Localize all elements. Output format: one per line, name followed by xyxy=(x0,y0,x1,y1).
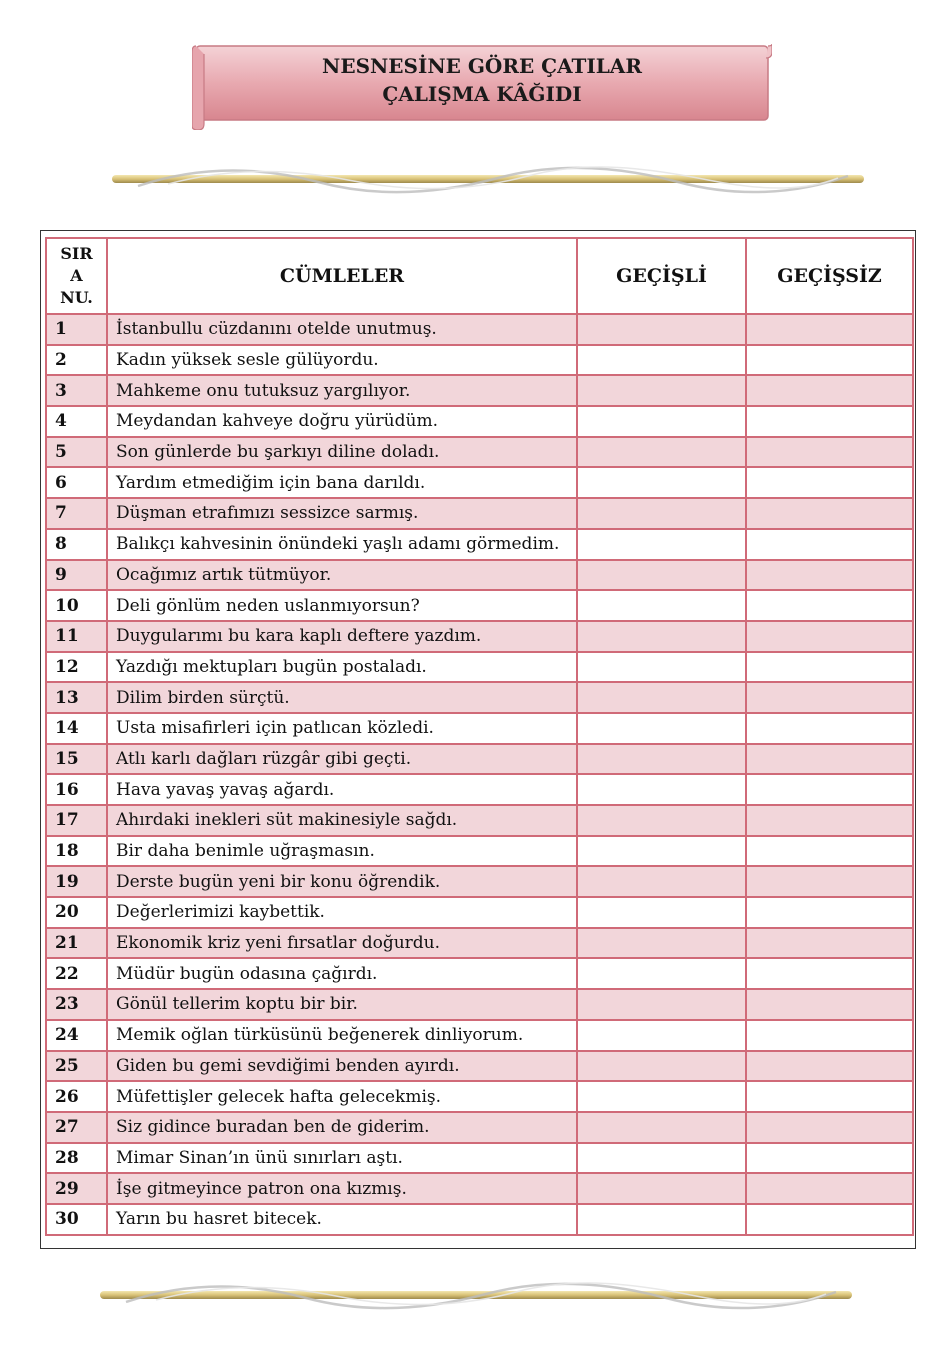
row-sentence: Derste bugün yeni bir konu öğrendik. xyxy=(107,866,577,897)
intransitive-answer-cell[interactable] xyxy=(746,836,913,867)
row-number: 11 xyxy=(46,621,107,652)
row-number: 1 xyxy=(46,314,107,345)
table-row xyxy=(46,866,913,897)
intransitive-answer-cell[interactable] xyxy=(746,1112,913,1143)
row-sentence: Yarın bu hasret bitecek. xyxy=(107,1204,577,1235)
transitive-answer-cell[interactable] xyxy=(577,897,746,928)
transitive-answer-cell[interactable] xyxy=(577,652,746,683)
row-sentence: Yardım etmediğim için bana darıldı. xyxy=(107,467,577,498)
column-header-intransitive: GEÇİŞSİZ xyxy=(746,238,913,314)
transitive-answer-cell[interactable] xyxy=(577,836,746,867)
intransitive-answer-cell[interactable] xyxy=(746,314,913,345)
worksheet-table-frame xyxy=(40,230,916,1249)
table-row xyxy=(46,774,913,805)
row-number: 7 xyxy=(46,498,107,529)
table-row xyxy=(46,1143,913,1174)
row-number: 19 xyxy=(46,866,107,897)
transitive-answer-cell[interactable] xyxy=(577,744,746,775)
row-number: 5 xyxy=(46,437,107,468)
intransitive-answer-cell[interactable] xyxy=(746,621,913,652)
transitive-answer-cell[interactable] xyxy=(577,406,746,437)
row-number: 8 xyxy=(46,529,107,560)
row-sentence: Değerlerimizi kaybettik. xyxy=(107,897,577,928)
intransitive-answer-cell[interactable] xyxy=(746,713,913,744)
transitive-answer-cell[interactable] xyxy=(577,1204,746,1235)
table-row xyxy=(46,744,913,775)
table-row xyxy=(46,897,913,928)
intransitive-answer-cell[interactable] xyxy=(746,805,913,836)
intransitive-answer-cell[interactable] xyxy=(746,1051,913,1082)
table-row xyxy=(46,498,913,529)
intransitive-answer-cell[interactable] xyxy=(746,866,913,897)
transitive-answer-cell[interactable] xyxy=(577,928,746,959)
row-number: 3 xyxy=(46,375,107,406)
row-sentence: Meydandan kahveye doğru yürüdüm. xyxy=(107,406,577,437)
row-sentence: Giden bu gemi sevdiğimi benden ayırdı. xyxy=(107,1051,577,1082)
transitive-answer-cell[interactable] xyxy=(577,560,746,591)
row-number: 20 xyxy=(46,897,107,928)
row-number: 27 xyxy=(46,1112,107,1143)
row-sentence: Siz gidince buradan ben de giderim. xyxy=(107,1112,577,1143)
table-row xyxy=(46,406,913,437)
transitive-answer-cell[interactable] xyxy=(577,621,746,652)
row-number: 10 xyxy=(46,590,107,621)
row-number: 15 xyxy=(46,744,107,775)
transitive-answer-cell[interactable] xyxy=(577,866,746,897)
title-banner xyxy=(192,42,772,120)
table-row xyxy=(46,621,913,652)
title-line-1: NESNESİNE GÖRE ÇATILAR xyxy=(322,54,642,78)
transitive-answer-cell[interactable] xyxy=(577,1173,746,1204)
header-number-line-3: NU. xyxy=(60,288,93,307)
intransitive-answer-cell[interactable] xyxy=(746,345,913,376)
intransitive-answer-cell[interactable] xyxy=(746,744,913,775)
row-sentence: İşe gitmeyince patron ona kızmış. xyxy=(107,1173,577,1204)
intransitive-answer-cell[interactable] xyxy=(746,560,913,591)
row-sentence: Kadın yüksek sesle gülüyordu. xyxy=(107,345,577,376)
table-row xyxy=(46,958,913,989)
table-row xyxy=(46,1173,913,1204)
transitive-answer-cell[interactable] xyxy=(577,1081,746,1112)
row-sentence: Memik oğlan türküsünü beğenerek dinliyorum. xyxy=(107,1020,577,1051)
row-sentence: Hava yavaş yavaş ağardı. xyxy=(107,774,577,805)
transitive-answer-cell[interactable] xyxy=(577,314,746,345)
column-header-transitive: GEÇİŞLİ xyxy=(577,238,746,314)
bottom-rope-divider xyxy=(96,1280,856,1310)
header-number-line-2: A xyxy=(70,266,83,285)
intransitive-answer-cell[interactable] xyxy=(746,529,913,560)
intransitive-answer-cell[interactable] xyxy=(746,1173,913,1204)
intransitive-answer-cell[interactable] xyxy=(746,682,913,713)
table-row xyxy=(46,928,913,959)
row-number: 12 xyxy=(46,652,107,683)
transitive-answer-cell[interactable] xyxy=(577,345,746,376)
intransitive-answer-cell[interactable] xyxy=(746,1204,913,1235)
row-number: 29 xyxy=(46,1173,107,1204)
row-number: 6 xyxy=(46,467,107,498)
row-sentence: Usta misafirleri için patlıcan közledi. xyxy=(107,713,577,744)
row-number: 4 xyxy=(46,406,107,437)
transitive-answer-cell[interactable] xyxy=(577,1143,746,1174)
intransitive-answer-cell[interactable] xyxy=(746,498,913,529)
row-sentence: Mimar Sinan’ın ünü sınırları aştı. xyxy=(107,1143,577,1174)
table-row xyxy=(46,989,913,1020)
table-row xyxy=(46,314,913,345)
transitive-answer-cell[interactable] xyxy=(577,375,746,406)
table-row xyxy=(46,713,913,744)
transitive-answer-cell[interactable] xyxy=(577,805,746,836)
table-row xyxy=(46,345,913,376)
intransitive-answer-cell[interactable] xyxy=(746,897,913,928)
table-row xyxy=(46,1020,913,1051)
worksheet-table xyxy=(45,237,914,1236)
transitive-answer-cell[interactable] xyxy=(577,958,746,989)
row-number: 14 xyxy=(46,713,107,744)
table-header-row xyxy=(46,238,913,314)
table-row xyxy=(46,1204,913,1235)
intransitive-answer-cell[interactable] xyxy=(746,1020,913,1051)
row-sentence: Ekonomik kriz yeni fırsatlar doğurdu. xyxy=(107,928,577,959)
row-sentence: İstanbullu cüzdanını otelde unutmuş. xyxy=(107,314,577,345)
top-rope-divider xyxy=(108,164,868,194)
row-sentence: Duygularımı bu kara kaplı deftere yazdım. xyxy=(107,621,577,652)
intransitive-answer-cell[interactable] xyxy=(746,590,913,621)
row-number: 13 xyxy=(46,682,107,713)
row-number: 21 xyxy=(46,928,107,959)
column-header-number xyxy=(46,238,107,314)
title-line-2: ÇALIŞMA KÂĞIDI xyxy=(382,82,582,106)
row-number: 2 xyxy=(46,345,107,376)
intransitive-answer-cell[interactable] xyxy=(746,989,913,1020)
table-row xyxy=(46,375,913,406)
table-row xyxy=(46,437,913,468)
transitive-answer-cell[interactable] xyxy=(577,498,746,529)
table-row xyxy=(46,560,913,591)
transitive-answer-cell[interactable] xyxy=(577,1020,746,1051)
table-row xyxy=(46,1112,913,1143)
transitive-answer-cell[interactable] xyxy=(577,1112,746,1143)
row-sentence: Bir daha benimle uğraşmasın. xyxy=(107,836,577,867)
intransitive-answer-cell[interactable] xyxy=(746,406,913,437)
transitive-answer-cell[interactable] xyxy=(577,713,746,744)
transitive-answer-cell[interactable] xyxy=(577,989,746,1020)
intransitive-answer-cell[interactable] xyxy=(746,437,913,468)
row-number: 30 xyxy=(46,1204,107,1235)
transitive-answer-cell[interactable] xyxy=(577,1051,746,1082)
page-title xyxy=(192,52,772,108)
row-number: 17 xyxy=(46,805,107,836)
intransitive-answer-cell[interactable] xyxy=(746,375,913,406)
transitive-answer-cell[interactable] xyxy=(577,774,746,805)
intransitive-answer-cell[interactable] xyxy=(746,774,913,805)
intransitive-answer-cell[interactable] xyxy=(746,1081,913,1112)
table-row xyxy=(46,1081,913,1112)
row-number: 26 xyxy=(46,1081,107,1112)
transitive-answer-cell[interactable] xyxy=(577,437,746,468)
row-number: 16 xyxy=(46,774,107,805)
intransitive-answer-cell[interactable] xyxy=(746,928,913,959)
intransitive-answer-cell[interactable] xyxy=(746,1143,913,1174)
intransitive-answer-cell[interactable] xyxy=(746,467,913,498)
row-sentence: Düşman etrafımızı sessizce sarmış. xyxy=(107,498,577,529)
transitive-answer-cell[interactable] xyxy=(577,529,746,560)
row-sentence: Deli gönlüm neden uslanmıyorsun? xyxy=(107,590,577,621)
table-row xyxy=(46,836,913,867)
row-number: 28 xyxy=(46,1143,107,1174)
row-sentence: Yazdığı mektupları bugün postaladı. xyxy=(107,652,577,683)
table-row xyxy=(46,1051,913,1082)
row-sentence: Müdür bugün odasına çağırdı. xyxy=(107,958,577,989)
row-number: 23 xyxy=(46,989,107,1020)
table-row xyxy=(46,467,913,498)
table-row xyxy=(46,805,913,836)
row-number: 22 xyxy=(46,958,107,989)
transitive-answer-cell[interactable] xyxy=(577,590,746,621)
row-number: 25 xyxy=(46,1051,107,1082)
row-sentence: Ocağımız artık tütmüyor. xyxy=(107,560,577,591)
table-row xyxy=(46,652,913,683)
table-row xyxy=(46,529,913,560)
intransitive-answer-cell[interactable] xyxy=(746,652,913,683)
row-sentence: Dilim birden sürçtü. xyxy=(107,682,577,713)
row-sentence: Balıkçı kahvesinin önündeki yaşlı adamı görmedim. xyxy=(107,529,577,560)
row-sentence: Gönül tellerim koptu bir bir. xyxy=(107,989,577,1020)
row-number: 9 xyxy=(46,560,107,591)
row-sentence: Atlı karlı dağları rüzgâr gibi geçti. xyxy=(107,744,577,775)
intransitive-answer-cell[interactable] xyxy=(746,958,913,989)
row-sentence: Müfettişler gelecek hafta gelecekmiş. xyxy=(107,1081,577,1112)
table-row xyxy=(46,682,913,713)
header-number-line-1: SIR xyxy=(60,244,93,263)
row-sentence: Ahırdaki inekleri süt makinesiyle sağdı. xyxy=(107,805,577,836)
transitive-answer-cell[interactable] xyxy=(577,682,746,713)
table-row xyxy=(46,590,913,621)
row-number: 18 xyxy=(46,836,107,867)
row-sentence: Son günlerde bu şarkıyı diline doladı. xyxy=(107,437,577,468)
row-number: 24 xyxy=(46,1020,107,1051)
transitive-answer-cell[interactable] xyxy=(577,467,746,498)
row-sentence: Mahkeme onu tutuksuz yargılıyor. xyxy=(107,375,577,406)
column-header-sentences: CÜMLELER xyxy=(107,238,577,314)
